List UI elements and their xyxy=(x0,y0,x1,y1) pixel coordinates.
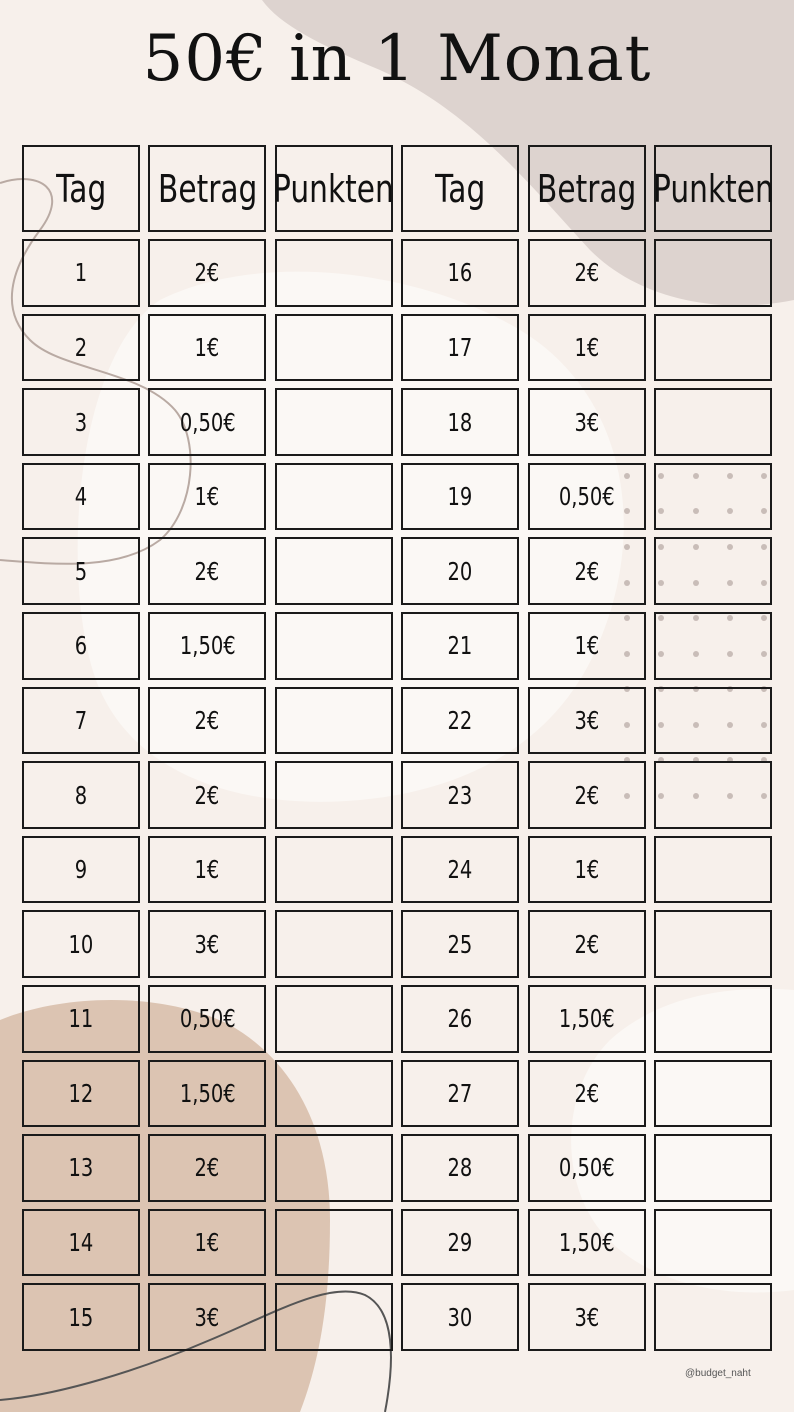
betrag-cell xyxy=(528,1060,646,1128)
tag-cell xyxy=(22,1134,140,1202)
header-betrag-right xyxy=(528,145,646,232)
betrag-value: 1,50€ xyxy=(179,1078,236,1108)
betrag-cell xyxy=(148,1134,266,1202)
punkten-checkbox[interactable] xyxy=(275,836,393,904)
betrag-value: 0,50€ xyxy=(558,1153,615,1183)
tag-cell xyxy=(22,537,140,605)
betrag-cell xyxy=(148,985,266,1053)
betrag-value: 3€ xyxy=(194,1302,220,1332)
betrag-value: 1,50€ xyxy=(558,1228,615,1258)
tag-cell xyxy=(401,612,519,680)
tag-cell xyxy=(401,1134,519,1202)
header-betrag-left-label: Betrag xyxy=(157,166,258,211)
betrag-cell xyxy=(528,1209,646,1277)
tag-cell xyxy=(401,537,519,605)
tag-value: 2 xyxy=(74,332,88,362)
punkten-checkbox[interactable] xyxy=(275,1060,393,1128)
tag-value: 29 xyxy=(447,1228,473,1258)
tag-value: 28 xyxy=(447,1153,473,1183)
tag-cell xyxy=(22,1283,140,1351)
tag-cell xyxy=(22,985,140,1053)
tag-cell xyxy=(22,687,140,755)
punkten-checkbox[interactable] xyxy=(654,612,772,680)
tag-value: 27 xyxy=(447,1078,473,1108)
betrag-value: 1,50€ xyxy=(558,1004,615,1034)
tag-cell xyxy=(401,761,519,829)
tag-value: 20 xyxy=(447,556,473,586)
punkten-checkbox[interactable] xyxy=(654,1060,772,1128)
betrag-value: 2€ xyxy=(574,780,599,810)
punkten-checkbox[interactable] xyxy=(654,388,772,456)
author-credit: @budget_naht xyxy=(685,1368,751,1379)
tag-cell xyxy=(22,910,140,978)
tag-value: 13 xyxy=(68,1153,94,1183)
header-betrag-right-label: Betrag xyxy=(536,166,637,211)
betrag-value: 2€ xyxy=(194,556,220,586)
tag-value: 8 xyxy=(74,780,88,810)
header-tag-right-label: Tag xyxy=(435,166,486,211)
tag-value: 6 xyxy=(74,631,88,661)
tag-value: 12 xyxy=(68,1078,94,1108)
betrag-value: 3€ xyxy=(194,929,220,959)
betrag-cell xyxy=(148,836,266,904)
tag-value: 23 xyxy=(447,780,473,810)
punkten-checkbox[interactable] xyxy=(654,1134,772,1202)
betrag-cell xyxy=(528,1134,646,1202)
tag-cell xyxy=(22,314,140,382)
tag-value: 24 xyxy=(447,855,473,885)
betrag-cell xyxy=(148,910,266,978)
betrag-cell xyxy=(528,612,646,680)
betrag-value: 1€ xyxy=(194,1228,220,1258)
betrag-value: 2€ xyxy=(574,1078,599,1108)
betrag-cell xyxy=(148,388,266,456)
betrag-cell xyxy=(148,612,266,680)
tag-value: 17 xyxy=(447,332,473,362)
betrag-value: 3€ xyxy=(574,1302,599,1332)
betrag-value: 0,50€ xyxy=(179,1004,236,1034)
punkten-checkbox[interactable] xyxy=(275,1209,393,1277)
punkten-checkbox[interactable] xyxy=(275,239,393,307)
betrag-value: 2€ xyxy=(194,780,220,810)
punkten-checkbox[interactable] xyxy=(654,1209,772,1277)
betrag-cell xyxy=(528,985,646,1053)
betrag-cell xyxy=(148,463,266,531)
tag-value: 16 xyxy=(447,258,473,288)
header-punkten-left-label: Punkten xyxy=(273,166,395,211)
betrag-value: 1€ xyxy=(194,332,220,362)
tag-value: 21 xyxy=(447,631,473,661)
punkten-checkbox[interactable] xyxy=(275,463,393,531)
punkten-checkbox[interactable] xyxy=(275,761,393,829)
tag-cell xyxy=(22,463,140,531)
header-punkten-right xyxy=(654,145,772,232)
punkten-checkbox[interactable] xyxy=(275,1134,393,1202)
punkten-checkbox[interactable] xyxy=(654,836,772,904)
tag-cell xyxy=(401,687,519,755)
tag-value: 10 xyxy=(68,929,94,959)
tag-value: 26 xyxy=(447,1004,473,1034)
betrag-value: 1€ xyxy=(194,482,220,512)
tag-cell xyxy=(22,1060,140,1128)
punkten-checkbox[interactable] xyxy=(654,314,772,382)
punkten-checkbox[interactable] xyxy=(275,537,393,605)
tag-value: 19 xyxy=(447,482,473,512)
tag-value: 30 xyxy=(447,1302,473,1332)
punkten-checkbox[interactable] xyxy=(654,761,772,829)
header-tag-left-label: Tag xyxy=(55,166,107,211)
betrag-cell xyxy=(528,388,646,456)
betrag-value: 1,50€ xyxy=(179,631,236,661)
punkten-checkbox[interactable] xyxy=(275,985,393,1053)
tag-cell xyxy=(401,1209,519,1277)
betrag-cell xyxy=(528,537,646,605)
tag-value: 7 xyxy=(74,705,88,735)
tag-value: 4 xyxy=(74,482,88,512)
betrag-cell xyxy=(148,537,266,605)
betrag-cell xyxy=(148,1283,266,1351)
tag-cell xyxy=(22,612,140,680)
betrag-cell xyxy=(528,687,646,755)
betrag-cell xyxy=(528,761,646,829)
punkten-checkbox[interactable] xyxy=(654,687,772,755)
tag-cell xyxy=(401,314,519,382)
tag-value: 22 xyxy=(447,705,473,735)
betrag-cell xyxy=(148,1209,266,1277)
tag-cell xyxy=(401,1283,519,1351)
betrag-value: 0,50€ xyxy=(179,407,236,437)
tag-cell xyxy=(401,463,519,531)
punkten-checkbox[interactable] xyxy=(275,910,393,978)
punkten-checkbox[interactable] xyxy=(275,612,393,680)
punkten-checkbox[interactable] xyxy=(275,388,393,456)
tag-cell xyxy=(22,836,140,904)
betrag-cell xyxy=(148,687,266,755)
tag-value: 5 xyxy=(74,556,88,586)
betrag-value: 2€ xyxy=(574,258,599,288)
punkten-checkbox[interactable] xyxy=(654,1283,772,1351)
betrag-cell xyxy=(148,314,266,382)
tag-value: 1 xyxy=(74,258,88,288)
punkten-checkbox[interactable] xyxy=(654,537,772,605)
betrag-value: 3€ xyxy=(574,705,599,735)
punkten-checkbox[interactable] xyxy=(275,314,393,382)
betrag-value: 1€ xyxy=(574,855,599,885)
tag-cell xyxy=(401,239,519,307)
tag-value: 3 xyxy=(74,407,88,437)
betrag-cell xyxy=(528,836,646,904)
betrag-cell xyxy=(528,1283,646,1351)
tag-value: 25 xyxy=(447,929,473,959)
betrag-value: 0,50€ xyxy=(558,482,615,512)
betrag-value: 2€ xyxy=(194,705,220,735)
tag-cell xyxy=(401,1060,519,1128)
tag-cell xyxy=(22,761,140,829)
tag-cell xyxy=(401,388,519,456)
betrag-cell xyxy=(148,239,266,307)
header-betrag-left xyxy=(148,145,266,232)
tag-cell xyxy=(401,836,519,904)
tag-value: 14 xyxy=(68,1228,94,1258)
betrag-value: 1€ xyxy=(574,631,599,661)
betrag-value: 1€ xyxy=(574,332,599,362)
tag-cell xyxy=(22,388,140,456)
punkten-checkbox[interactable] xyxy=(275,1283,393,1351)
betrag-cell xyxy=(528,314,646,382)
savings-table xyxy=(22,145,772,1351)
tag-value: 18 xyxy=(447,407,473,437)
betrag-value: 2€ xyxy=(194,1153,220,1183)
betrag-cell xyxy=(528,239,646,307)
betrag-cell xyxy=(528,463,646,531)
betrag-cell xyxy=(148,761,266,829)
tag-cell xyxy=(22,239,140,307)
betrag-value: 2€ xyxy=(574,556,599,586)
tag-value: 9 xyxy=(74,855,88,885)
header-punkten-right-label: Punkten xyxy=(652,166,774,211)
betrag-value: 3€ xyxy=(574,407,599,437)
punkten-checkbox[interactable] xyxy=(275,687,393,755)
betrag-cell xyxy=(148,1060,266,1128)
punkten-checkbox[interactable] xyxy=(654,910,772,978)
betrag-cell xyxy=(528,910,646,978)
punkten-checkbox[interactable] xyxy=(654,463,772,531)
punkten-checkbox[interactable] xyxy=(654,239,772,307)
betrag-value: 2€ xyxy=(574,929,599,959)
header-tag-left xyxy=(22,145,140,232)
header-tag-right xyxy=(401,145,519,232)
tag-cell xyxy=(22,1209,140,1277)
betrag-value: 1€ xyxy=(194,855,220,885)
tag-cell xyxy=(401,910,519,978)
tag-cell xyxy=(401,985,519,1053)
punkten-checkbox[interactable] xyxy=(654,985,772,1053)
betrag-value: 2€ xyxy=(194,258,220,288)
tag-value: 15 xyxy=(68,1302,94,1332)
header-punkten-left xyxy=(275,145,393,232)
page-title: 50€ in 1 Monat xyxy=(142,22,652,96)
tag-value: 11 xyxy=(68,1004,94,1034)
